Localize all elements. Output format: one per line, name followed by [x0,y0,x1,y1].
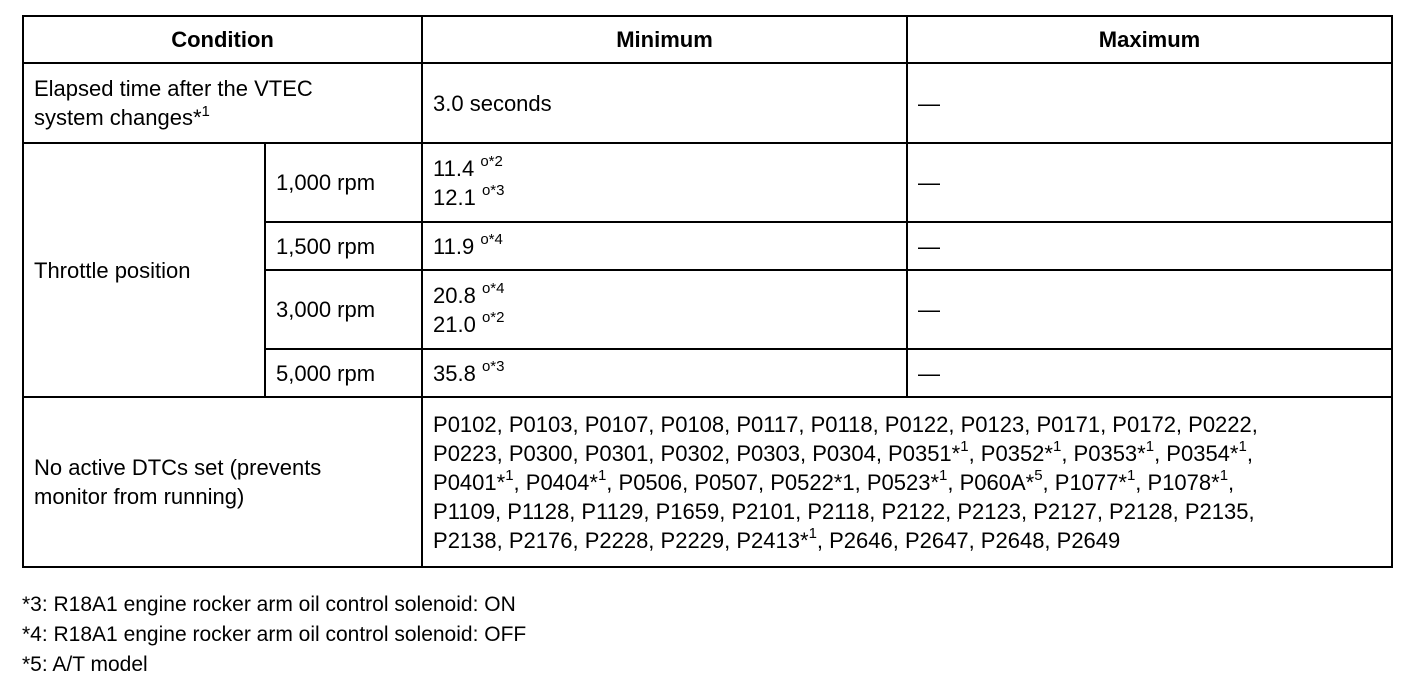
footnote-ref: o*2 [481,309,505,327]
dtc-text: , P0353* [1061,440,1146,466]
throttle-1000-maximum: — [907,143,1392,222]
min-value: 11.9 [433,233,481,259]
min-value-line [433,310,896,339]
header-row [23,16,1392,63]
min-value: 20.8 [433,282,482,308]
dtc-text: , P0354* [1154,440,1239,466]
min-value-line [433,281,896,310]
throttle-position-label: Throttle position [23,143,265,397]
dtc-text: , P1078* [1135,469,1220,495]
rpm-3000: 3,000 rpm [265,270,422,349]
dtc-text: P0401* [433,469,506,495]
dtc-code-list [422,397,1392,567]
dtc-text: , P0404* [513,469,598,495]
footnote-ref: 5 [1034,467,1043,485]
footnote-ref: 1 [960,438,969,456]
elapsed-label-line2 [34,103,411,132]
footnote-ref: 1 [1052,438,1062,456]
dtc-text: , P0506, P0507, P0522*1, P0523* [606,469,940,495]
min-value: 11.4 [433,155,481,181]
footnote-4: *4: R18A1 engine rocker arm oil control solenoid: OFF [22,623,527,646]
elapsed-time-label [23,63,422,143]
throttle-3000-maximum: — [907,270,1392,349]
footnote-5: *5: A/T model [22,653,148,676]
footnote-ref: 1 [597,467,607,485]
footnote-3: *3: R18A1 engine rocker arm oil control solenoid: ON [22,593,516,616]
dtc-label-line1: No active DTCs set (prevents [34,455,322,480]
footnote-ref: o*4 [481,280,505,298]
min-value: 35.8 [433,360,482,386]
min-value: 12.1 [433,184,482,210]
min-value-line [433,154,896,183]
throttle-5000-minimum [422,349,907,397]
conditions-table [22,15,1393,568]
footnote-ref: 1 [1126,467,1136,485]
min-value-line [433,359,896,388]
footnote-ref: 1 [1219,467,1229,485]
throttle-1500-minimum [422,222,907,270]
footnote-ref: 1 [808,525,817,543]
table-row-elapsed-time [23,63,1392,143]
table-row-throttle-1000 [23,143,1392,222]
table-row-no-active-dtcs [23,397,1392,567]
dtc-line-2 [433,439,1381,468]
footnote-ref: 1 [939,467,948,485]
dtc-text: , P0352* [968,440,1053,466]
dtc-text: P0223, P0300, P0301, P0302, P0303, P0304, P0351* [433,440,961,466]
throttle-3000-minimum [422,270,907,349]
dtc-text: , P1077* [1042,469,1127,495]
dtc-line-3 [433,468,1381,497]
min-value-line [433,183,896,212]
rpm-5000: 5,000 rpm [265,349,422,397]
elapsed-time-minimum: 3.0 seconds [422,63,907,143]
rpm-1500: 1,500 rpm [265,222,422,270]
dtc-text: , P2646, P2647, P2648, P2649 [816,527,1121,553]
footnotes [22,590,526,680]
footnote-ref: 1 [505,467,514,485]
elapsed-label-text: system changes* [34,105,202,130]
dtc-line-5 [433,526,1381,555]
footnote-ref: o*3 [481,182,505,200]
header-maximum: Maximum [907,16,1392,63]
footnote-ref: o*4 [480,231,503,249]
footnote-ref: o*3 [481,358,505,376]
header-condition: Condition [23,16,422,63]
dtc-text: , [1246,440,1253,466]
dtc-line-1: P0102, P0103, P0107, P0108, P0117, P0118, P0122, P0123, P0171, P0172, P0222, [433,411,1258,437]
footnote-ref: 1 [201,102,210,120]
dtc-text: , [1228,469,1235,495]
min-value: 21.0 [433,311,482,337]
min-value-line [433,232,896,261]
elapsed-label-line1: Elapsed time after the VTEC [34,76,313,101]
rpm-1000: 1,000 rpm [265,143,422,222]
footnote-ref: o*2 [480,153,503,171]
throttle-5000-maximum: — [907,349,1392,397]
dtc-line-4: P1109, P1128, P1129, P1659, P2101, P2118, P2122, P2123, P2127, P2128, P2135, [433,498,1255,524]
dtc-label-line2: monitor from running) [34,484,245,509]
throttle-1000-minimum [422,143,907,222]
header-minimum: Minimum [422,16,907,63]
elapsed-time-maximum: — [907,63,1392,143]
no-active-dtcs-label [23,397,422,567]
dtc-text: P2138, P2176, P2228, P2229, P2413* [433,527,809,553]
dtc-text: , P060A* [947,469,1035,495]
footnote-ref: 1 [1145,438,1155,456]
footnote-ref: 1 [1238,438,1247,456]
throttle-1500-maximum: — [907,222,1392,270]
